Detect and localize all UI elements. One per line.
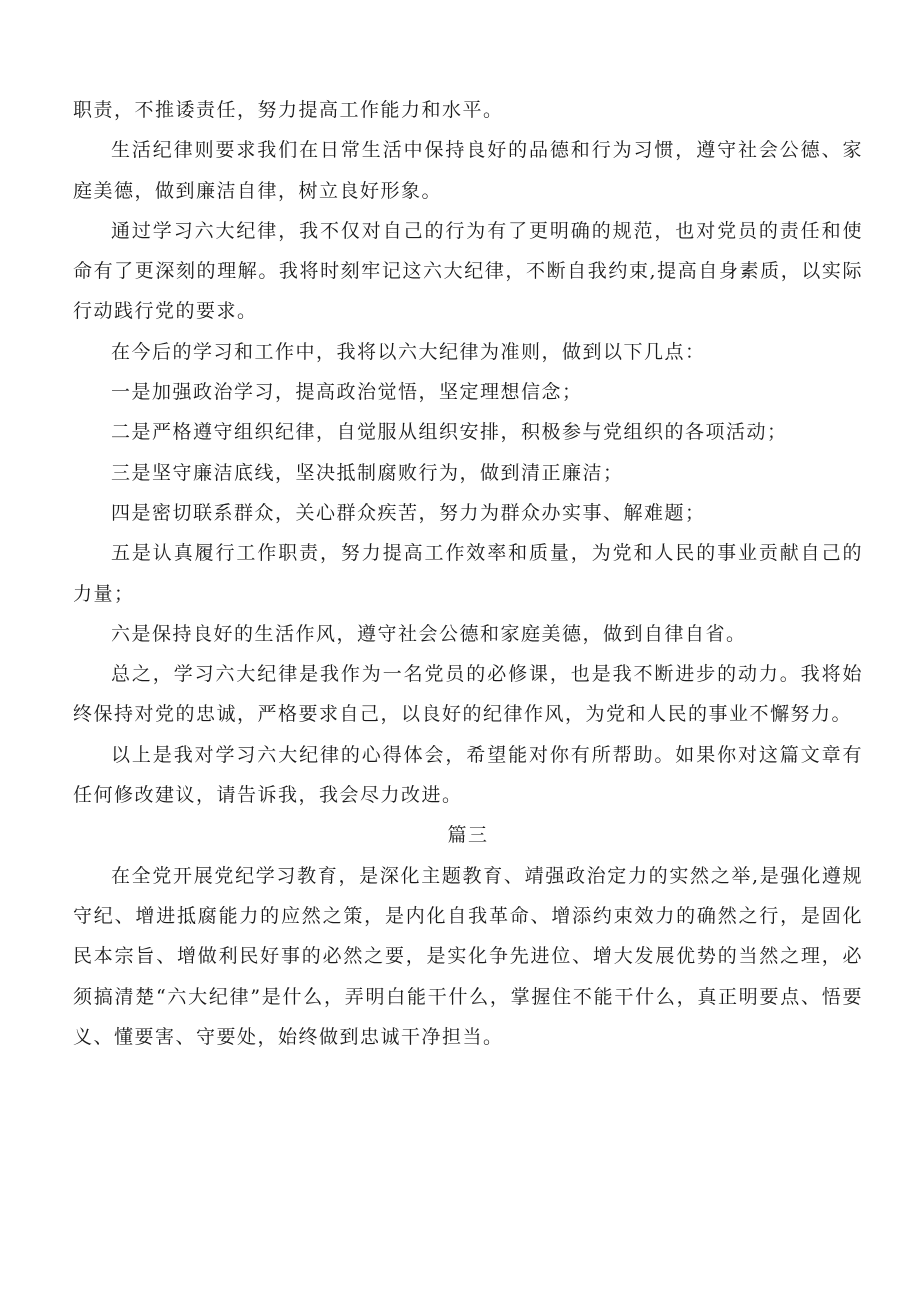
- list-item-point-5: 五是认真履行工作职责，努力提高工作效率和质量，为党和人民的事业贡献自己的力量；: [73, 542, 863, 605]
- list-item-point-2: 二是严格遵守组织纪律，自觉服从组织安排，积极参与党组织的各项活动；: [111, 421, 788, 444]
- paragraph-closing-note: 以上是我对学习六大纪律的心得体会，希望能对你有所帮助。如果你对这篇文章有任何修改建议，请告诉我，我会尽力改进。: [73, 743, 863, 807]
- paragraph-future-plan-intro: 在今后的学习和工作中，我将以六大纪律为准则，做到以下几点：: [111, 340, 706, 363]
- paragraph-summary: 总之，学习六大纪律是我作为一名党员的必修课，也是我不断进步的动力。我将始终保持对党的忠诚，严格要求自己，以良好的纪律作风，为党和人民的事业不懈努力。: [73, 663, 863, 726]
- list-item-point-6: 六是保持良好的生活作风，遵守社会公德和家庭美德，做到自律自省。: [111, 622, 747, 645]
- paragraph-continuation: 职责，不推诿责任，努力提高工作能力和水平。: [73, 99, 504, 121]
- section-title: 篇三: [447, 824, 489, 847]
- list-item-point-1: 一是加强政治学习，提高政治觉悟，坚定理想信念；: [111, 381, 583, 404]
- paragraph-study-reflection: 通过学习六大纪律，我不仅对自己的行为有了更明确的规范，也对党员的责任和使命有了更深刻的理解。我将时刻牢记这六大纪律，不断自我约束,提高自身素质，以实际行动践行党的要求。: [73, 219, 863, 323]
- paragraph-life-discipline: 生活纪律则要求我们在日常生活中保持良好的品德和行为习惯，遵守社会公德、家庭美德，做到廉洁自律，树立良好形象。: [73, 139, 863, 202]
- list-item-point-3: 三是坚守廉洁底线，坚决抵制腐败行为，做到清正廉洁；: [111, 461, 624, 484]
- document-body: [73, 90, 863, 1057]
- list-item-point-4: 四是密切联系群众，关心群众疾苦，努力为群众办实事、解难题；: [111, 501, 706, 524]
- paragraph-section-three-intro: 在全党开展党纪学习教育，是深化主题教育、靖强政治定力的实然之举,是强化遵规守纪、增进抵腐能力的应然之策，是内化自我革命、增添约束效力的确然之行，是固化民本宗旨、增做利民好事的必然之要，是实化争先进位、增大发展优势的当然之理，必须搞清楚“六大纪律”是什么，弄明白能干什么，掌握住不能干什么，真正明要点、悟要义、懂要害、守要处，始终做到忠诚干净担当。: [73, 864, 863, 1048]
